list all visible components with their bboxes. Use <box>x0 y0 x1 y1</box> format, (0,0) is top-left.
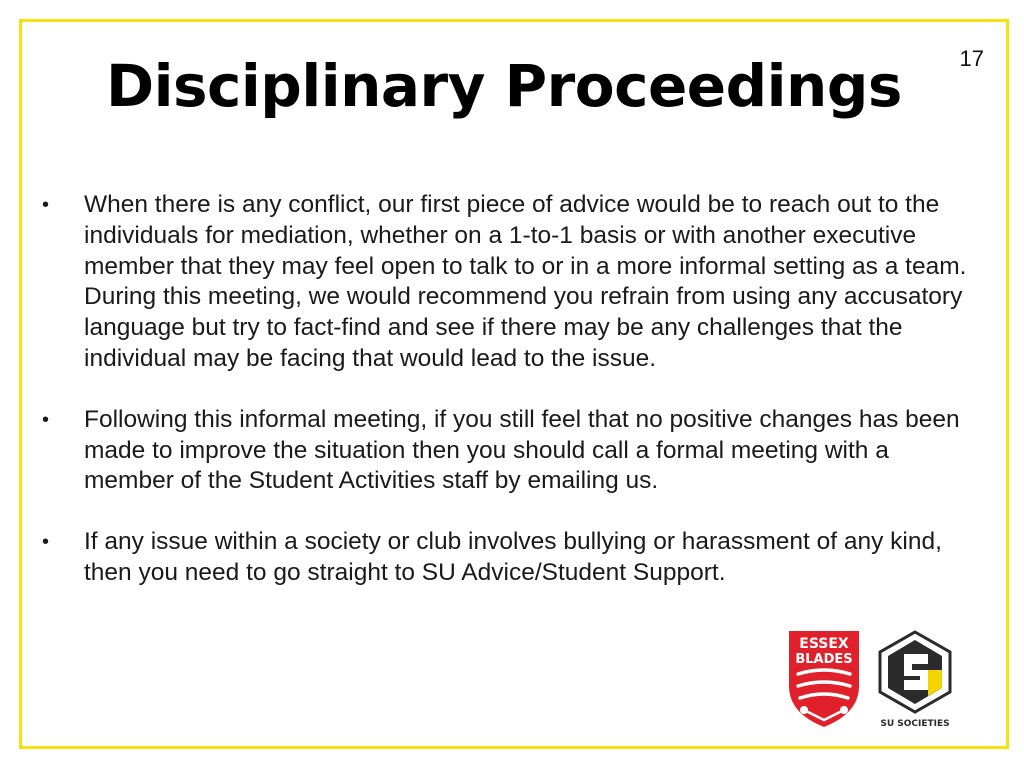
bullet-marker: • <box>42 531 50 554</box>
bullet-item <box>42 527 972 589</box>
slide <box>19 19 1009 749</box>
bullet-text: If any issue within a society or club involves bullying or harassment of any kind, then you need to go straight to SU Advice/Student Support. <box>84 528 942 586</box>
su-logo-text: SU SOCIETIES <box>880 719 950 729</box>
bullet-item <box>42 405 972 497</box>
essex-logo-text-1: ESSEX <box>799 636 849 652</box>
essex-logo-text-2: BLADES <box>795 652 853 667</box>
bullet-marker: • <box>42 408 50 431</box>
bullet-marker: • <box>42 194 50 216</box>
page-number: 17 <box>959 46 984 71</box>
bullet-item <box>42 190 972 375</box>
slide-title: Disciplinary Proceedings <box>106 52 902 120</box>
bullet-text: When there is any conflict, our first piece of advice would be to reach out to the individuals for mediation, whether on a 1-to-1 basis or with another executive member that they may feel open to talk to or in a more informal setting as a team. During this meeting, we would recommend you refrain from using any accusatory language but try to fact-find and see if there may be any challenges that the individual may be facing that would lead to the issue. <box>84 191 967 372</box>
essex-blades-logo <box>784 626 864 731</box>
bullet-list <box>42 190 972 619</box>
su-societies-logo <box>876 630 954 730</box>
logo-group <box>784 626 984 736</box>
bullet-text: Following this informal meeting, if you still feel that no positive changes has been made to improve the situation then you should call a formal meeting with a member of the Student Activities staff by emailing us. <box>84 405 960 495</box>
